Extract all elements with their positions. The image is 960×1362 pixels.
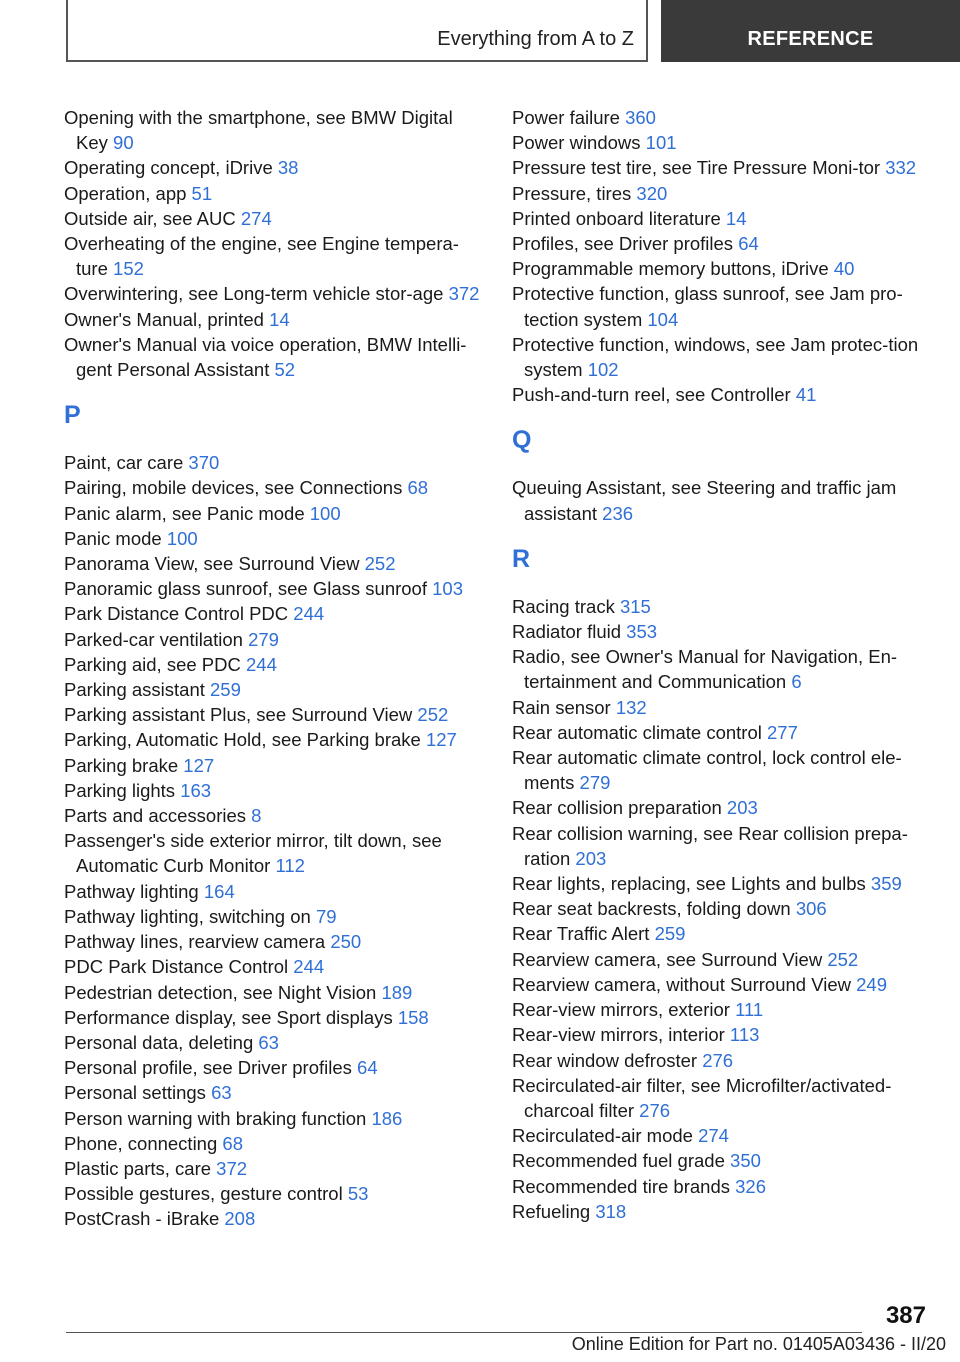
index-entry-page-link[interactable]: 51 — [191, 182, 213, 204]
index-entry-text: PDC Park Distance Control — [64, 956, 289, 978]
index-entry — [64, 332, 484, 382]
index-entry — [64, 828, 484, 878]
index-entry-page-link[interactable]: 63 — [211, 1082, 232, 1104]
index-entry-page-link[interactable]: 203 — [726, 797, 758, 819]
index-entry — [512, 1199, 922, 1224]
index-entry — [512, 1073, 922, 1123]
index-entry-page-link[interactable]: 112 — [275, 855, 305, 877]
index-entry-text: Rain sensor — [512, 696, 611, 718]
index-entry — [512, 281, 922, 331]
index-entry — [64, 450, 484, 475]
index-entry — [64, 1030, 484, 1055]
index-entry — [64, 954, 484, 979]
index-entry — [512, 130, 922, 155]
index-entry-page-link[interactable]: 274 — [240, 207, 272, 229]
index-entry — [64, 307, 484, 332]
index-entry-page-link[interactable]: 279 — [579, 772, 611, 794]
index-entry-page-link[interactable]: 104 — [647, 308, 679, 330]
index-entry-page-link[interactable]: 68 — [407, 477, 429, 499]
index-entry-page-link[interactable]: 236 — [602, 502, 634, 524]
index-entry-text: Radiator fluid — [512, 621, 622, 643]
index-entry-page-link[interactable]: 372 — [216, 1157, 248, 1179]
index-entry-text: Rear Traffic Alert — [512, 923, 650, 945]
index-entry-page-link[interactable]: 103 — [432, 578, 463, 600]
index-entry — [64, 1156, 484, 1181]
index-letter-heading: R — [512, 544, 531, 573]
index-entry-text: Power failure — [512, 107, 620, 128]
index-entry-page-link[interactable]: 127 — [183, 754, 215, 776]
index-entry-page-link[interactable]: 252 — [827, 948, 859, 970]
index-entry-page-link[interactable]: 79 — [315, 905, 337, 927]
index-entry — [64, 181, 484, 206]
header-title: Everything from A to Z — [437, 28, 634, 50]
index-entry — [512, 745, 922, 795]
index-entry — [64, 526, 484, 551]
index-entry-text: Owner's Manual, printed — [64, 308, 264, 330]
index-entry-page-link[interactable]: 315 — [619, 595, 651, 617]
index-entry-page-link[interactable]: 276 — [639, 1099, 671, 1121]
index-entry — [64, 601, 484, 626]
index-entry — [64, 1181, 484, 1206]
index-entry — [64, 627, 484, 652]
index-entry — [64, 1055, 484, 1080]
index-entry-page-link[interactable]: 63 — [258, 1031, 279, 1053]
index-entry — [512, 947, 922, 972]
index-entry-text: Recommended fuel grade — [512, 1150, 725, 1172]
index-entry — [512, 1123, 922, 1148]
index-entry-page-link[interactable]: 101 — [645, 132, 677, 154]
index-entry-text: Programmable memory buttons, iDrive — [512, 258, 829, 280]
index-entry — [512, 795, 922, 820]
index-entry-text: Parked-car ventilation — [64, 628, 243, 650]
index-entry — [64, 501, 484, 526]
index-entry-text: Operation, app — [64, 182, 187, 204]
index-entry-page-link[interactable]: 164 — [203, 880, 235, 902]
index-entry — [64, 475, 484, 500]
index-entry-text: Pedestrian detection, see Night Vision — [64, 981, 377, 1003]
index-entry-page-link[interactable]: 350 — [730, 1150, 761, 1172]
index-entry — [512, 231, 922, 256]
index-entry-page-link[interactable]: 249 — [856, 973, 887, 995]
index-entry-page-link[interactable]: 186 — [371, 1107, 403, 1129]
index-entry — [64, 904, 484, 929]
index-entry-text: Overheating of the engine, see Engine tempera-ture — [64, 233, 459, 280]
index-entry-text: Profiles, see Driver profiles — [512, 233, 734, 255]
index-entry-page-link[interactable]: 90 — [113, 132, 134, 154]
index-entry-text: Recirculated-air filter, see Microfilter/activated-charcoal filter — [512, 1074, 892, 1121]
index-entry — [512, 871, 922, 896]
index-entry-text: Rear-view mirrors, interior — [512, 1024, 725, 1046]
index-entry-page-link[interactable]: 259 — [210, 679, 241, 701]
index-entry-page-link[interactable]: 132 — [615, 696, 647, 718]
index-entry-text: Pairing, mobile devices, see Connections — [64, 477, 403, 499]
index-entry — [512, 594, 922, 619]
index-entry-text: Pathway lighting, switching on — [64, 905, 311, 927]
index-entry — [512, 921, 922, 946]
index-entry — [512, 1148, 922, 1173]
index-entry-text: Rear lights, replacing, see Lights and bulbs — [512, 873, 866, 895]
index-entry-text: Plastic parts, care — [64, 1157, 212, 1179]
index-entry — [64, 753, 484, 778]
index-entry-text: Recommended tire brands — [512, 1175, 730, 1197]
index-entry-text: Personal settings — [64, 1082, 206, 1104]
index-entry — [512, 720, 922, 745]
index-letter-heading: Q — [512, 426, 532, 455]
index-entry-page-link[interactable]: 102 — [587, 359, 619, 381]
index-entry-page-link[interactable]: 276 — [702, 1049, 734, 1071]
index-entry-page-link[interactable]: 252 — [364, 553, 396, 575]
index-entry-text: Refueling — [512, 1200, 591, 1222]
index-entry-text: Rear collision warning, see Rear collision prepa-ration — [512, 822, 908, 869]
index-entry-text: Panoramic glass sunroof, see Glass sunroof — [64, 578, 427, 600]
index-entry — [64, 281, 484, 306]
index-entry — [64, 206, 484, 231]
index-entry-text: Opening with the smartphone, see BMW Digital Key — [64, 107, 453, 154]
index-entry-page-link[interactable]: 370 — [188, 452, 220, 474]
index-entry-text: Radio, see Owner's Manual for Navigation, En-tertainment and Communication — [512, 646, 898, 693]
index-entry-text: Parking lights — [64, 779, 176, 801]
index-entry-page-link[interactable]: 127 — [425, 729, 457, 751]
index-entry-text: Parking aid, see PDC — [64, 653, 241, 675]
index-entry-page-link[interactable]: 244 — [293, 956, 325, 978]
index-entry-text: Panic alarm, see Panic mode — [64, 502, 305, 524]
index-entry-text: Rearview camera, see Surround View — [512, 948, 823, 970]
index-entry — [512, 105, 922, 130]
page-number: 387 — [885, 1302, 926, 1329]
index-entry-text: Parking assistant — [64, 679, 205, 701]
index-column-right — [512, 105, 922, 1224]
index-entry-text: Parking, Automatic Hold, see Parking brake — [64, 729, 421, 751]
index-entry — [512, 256, 922, 281]
index-entry-text: Pathway lighting — [64, 880, 199, 902]
index-entry-text: Personal profile, see Driver profiles — [64, 1057, 352, 1079]
index-letter-heading: P — [64, 401, 81, 430]
index-entry-page-link[interactable]: 250 — [330, 931, 362, 953]
index-entry — [512, 896, 922, 921]
index-entry-text: Pressure test tire, see Tire Pressure Moni-tor — [512, 157, 881, 179]
index-entry — [64, 727, 484, 752]
index-entry-text: Possible gestures, gesture control — [64, 1183, 343, 1205]
index-entry-text: Phone, connecting — [64, 1132, 218, 1154]
index-entry — [64, 702, 484, 727]
index-entry-page-link[interactable]: 277 — [767, 721, 798, 743]
index-entry-text: Pressure, tires — [512, 182, 632, 204]
index-entry — [64, 879, 484, 904]
index-entry-page-link[interactable]: 64 — [357, 1057, 378, 1079]
index-entry — [64, 1131, 484, 1156]
index-entry-text: Rear window defroster — [512, 1049, 698, 1071]
index-entry-page-link[interactable]: 359 — [870, 873, 902, 895]
header-title-box — [66, 0, 648, 62]
index-entry — [512, 619, 922, 644]
index-entry-text: Park Distance Control PDC — [64, 603, 289, 625]
footer-divider — [66, 1332, 862, 1333]
index-entry-text: Protective function, windows, see Jam protec-tion system — [512, 333, 919, 381]
index-entry-page-link[interactable]: 259 — [654, 923, 686, 945]
index-entry-page-link[interactable]: 40 — [833, 258, 855, 280]
index-entry-page-link[interactable]: 14 — [269, 308, 290, 330]
index-entry-page-link[interactable]: 252 — [417, 704, 449, 726]
index-entry-text: Parts and accessories — [64, 805, 247, 827]
index-column-left — [64, 105, 484, 1232]
index-entry-page-link[interactable]: 203 — [575, 847, 607, 869]
index-entry-page-link[interactable]: 208 — [224, 1208, 256, 1230]
index-entry-page-link[interactable]: 279 — [248, 628, 279, 650]
index-entry — [512, 972, 922, 997]
index-entry-page-link[interactable]: 318 — [595, 1200, 627, 1222]
index-entry — [512, 997, 922, 1022]
index-entry-page-link[interactable]: 306 — [795, 898, 827, 920]
index-entry-text: Performance display, see Sport displays — [64, 1006, 393, 1028]
index-entry-page-link[interactable]: 8 — [251, 805, 262, 827]
index-entry-text: Overwintering, see Long-term vehicle stor-age — [64, 283, 444, 305]
index-entry-page-link[interactable]: 353 — [626, 621, 658, 643]
index-entry-page-link[interactable]: 360 — [625, 107, 656, 128]
index-entry-text: Rearview camera, without Surround View — [512, 973, 851, 995]
index-entry-page-link[interactable]: 41 — [795, 384, 817, 406]
index-entry-text: Panic mode — [64, 527, 162, 549]
index-entry — [512, 332, 922, 382]
index-entry-page-link[interactable]: 14 — [725, 207, 747, 229]
index-entry-page-link[interactable]: 320 — [636, 182, 668, 204]
index-entry-text: Recirculated-air mode — [512, 1125, 693, 1147]
index-entry-text: Panorama View, see Surround View — [64, 553, 360, 575]
index-entry-page-link[interactable]: 163 — [180, 779, 212, 801]
index-entry — [64, 155, 484, 180]
index-entry-text: Parking assistant Plus, see Surround View — [64, 704, 413, 726]
index-entry — [64, 980, 484, 1005]
index-entry-page-link[interactable]: 100 — [309, 502, 341, 524]
index-entry-text: Racing track — [512, 595, 615, 617]
index-entry — [512, 1174, 922, 1199]
index-entry — [64, 652, 484, 677]
index-entry — [512, 1048, 922, 1073]
index-entry-page-link[interactable]: 64 — [738, 233, 759, 255]
index-entry — [512, 1022, 922, 1047]
index-entry — [64, 929, 484, 954]
index-entry — [512, 695, 922, 720]
index-entry-page-link[interactable]: 68 — [222, 1132, 243, 1154]
index-entry-page-link[interactable]: 244 — [246, 653, 277, 675]
index-entry — [64, 1005, 484, 1030]
index-entry-page-link[interactable]: 274 — [698, 1125, 729, 1147]
index-entry-page-link[interactable]: 100 — [166, 527, 198, 549]
index-entry-page-link[interactable]: 113 — [729, 1024, 760, 1046]
index-entry-page-link[interactable]: 244 — [293, 603, 325, 625]
index-entry-text: Rear automatic climate control, lock control ele-ments — [512, 747, 902, 794]
index-entry-page-link[interactable]: 152 — [113, 258, 144, 280]
footer-edition: Online Edition for Part no. 01405A03436 - II/20 — [571, 1334, 946, 1354]
index-entry — [512, 475, 922, 525]
header-section-label: REFERENCE — [747, 28, 874, 50]
index-entry — [64, 803, 484, 828]
index-entry-text: Passenger's side exterior mirror, tilt down, see Automatic Curb Monitor — [64, 830, 442, 877]
index-entry — [64, 1080, 484, 1105]
index-entry-text: Person warning with braking function — [64, 1107, 367, 1129]
index-entry-text: Pathway lines, rearview camera — [64, 931, 326, 953]
index-entry-text: PostCrash - iBrake — [64, 1208, 220, 1230]
index-entry — [512, 155, 922, 180]
index-entry-text: Personal data, deleting — [64, 1031, 254, 1053]
index-entry-page-link[interactable]: 332 — [885, 157, 917, 179]
index-entry-text: Parking brake — [64, 754, 179, 776]
index-entry-text: Rear seat backrests, folding down — [512, 898, 791, 920]
index-entry — [64, 551, 484, 576]
index-entry-text: Push-and-turn reel, see Controller — [512, 384, 791, 406]
index-entry — [512, 644, 922, 694]
index-entry-page-link[interactable]: 6 — [791, 671, 802, 693]
header-section-tab — [661, 0, 960, 62]
index-entry-page-link[interactable]: 38 — [277, 157, 299, 179]
index-entry-text: Printed onboard literature — [512, 207, 721, 229]
index-entry-page-link[interactable]: 158 — [397, 1006, 429, 1028]
index-entry — [512, 382, 922, 407]
index-entry-page-link[interactable]: 326 — [735, 1175, 767, 1197]
index-entry-page-link[interactable]: 111 — [735, 999, 764, 1021]
index-entry — [64, 778, 484, 803]
index-entry-page-link[interactable]: 189 — [381, 981, 413, 1003]
index-entry — [64, 231, 484, 281]
index-entry-text: Rear automatic climate control — [512, 721, 762, 743]
index-entry-text: Operating concept, iDrive — [64, 157, 273, 179]
index-entry-text: Power windows — [512, 132, 641, 154]
index-entry — [512, 206, 922, 231]
index-entry-text: Paint, car care — [64, 452, 184, 474]
index-entry-text: Queuing Assistant, see Steering and traffic jam assistant — [512, 477, 897, 524]
index-entry-page-link[interactable]: 52 — [274, 359, 296, 381]
index-entry-text: Rear-view mirrors, exterior — [512, 999, 730, 1021]
index-entry-text: Rear collision preparation — [512, 797, 722, 819]
index-entry — [64, 677, 484, 702]
index-entry — [512, 821, 922, 871]
index-entry — [64, 1206, 484, 1231]
index-entry — [64, 1106, 484, 1131]
index-entry-text: Outside air, see AUC — [64, 207, 236, 229]
index-entry-text: Protective function, glass sunroof, see Jam pro-tection system — [512, 283, 903, 330]
index-entry-page-link[interactable]: 53 — [347, 1183, 369, 1205]
index-entry — [512, 181, 922, 206]
index-entry — [64, 576, 484, 601]
index-entry-text: Owner's Manual via voice operation, BMW Intelli-gent Personal Assistant — [64, 333, 467, 381]
index-entry — [64, 105, 484, 155]
index-entry-page-link[interactable]: 372 — [448, 283, 480, 305]
